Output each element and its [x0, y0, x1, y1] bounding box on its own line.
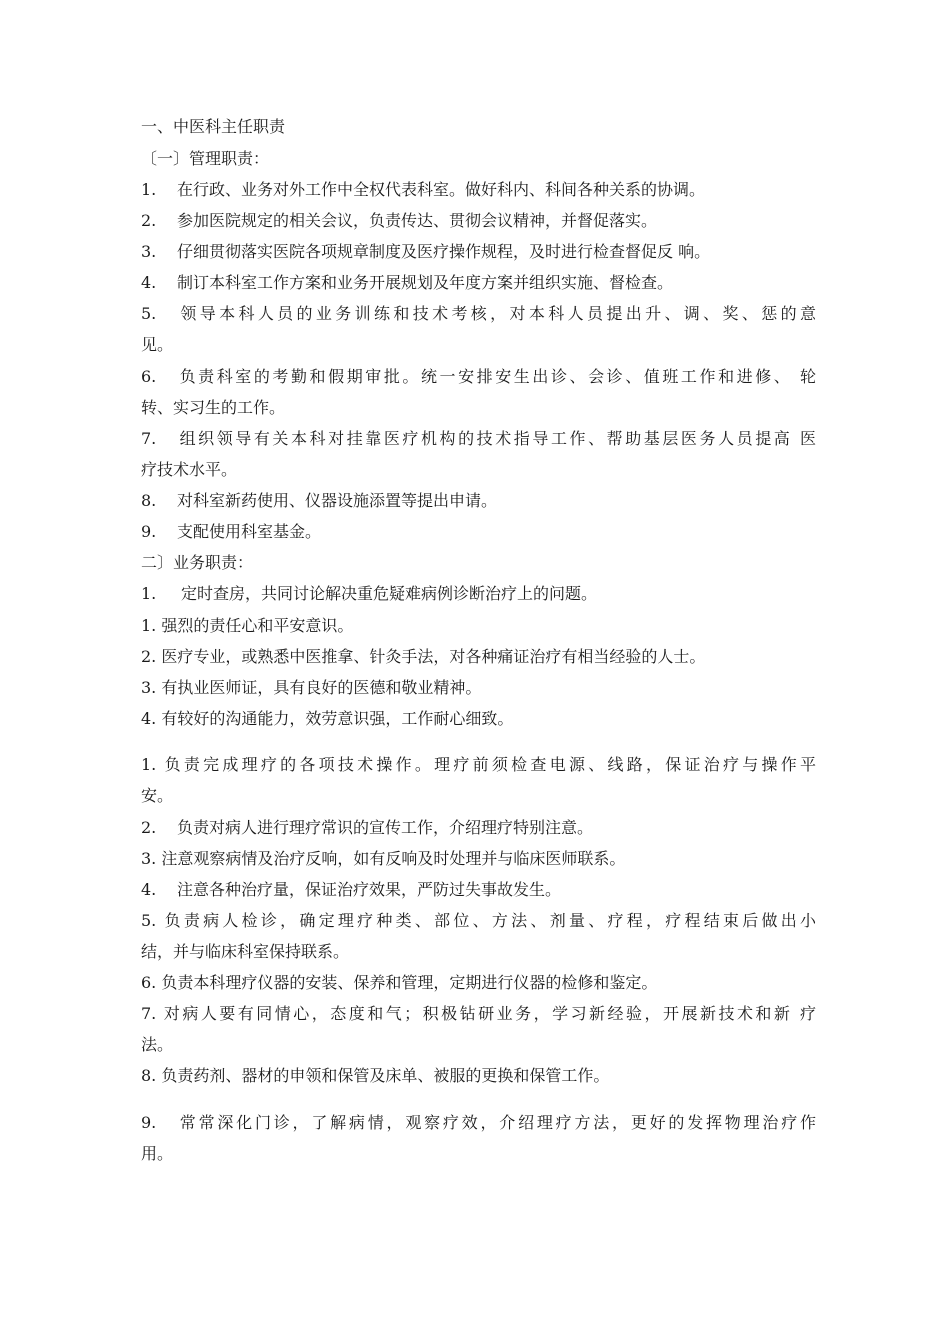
- duty-item: [141, 816, 816, 840]
- duty-item-continuation: 法。: [141, 1035, 174, 1054]
- item-number: 7.: [141, 429, 157, 448]
- duty-item: 7. 对病人要有同情心，态度和气；积极钻研业务，学习新经验，开展新技术和新 疗: [141, 1004, 816, 1023]
- item-number: 1.: [141, 584, 157, 603]
- duty-item-continuation: 结，并与临床科室保持联系。: [141, 942, 350, 961]
- item-text: 常常深化门诊，了解病情，观察疗效，介绍理疗方法，更好的发挥物理治疗作: [177, 1113, 816, 1132]
- item-text: 制订本科室工作方案和业务开展规划及年度方案并组织实施、督检查。: [177, 273, 674, 292]
- list-item: [141, 582, 816, 606]
- list-item: [141, 302, 816, 326]
- duty-item: 8. 负责药剂、器材的申领和保管及床单、被服的更换和保管工作。: [141, 1066, 610, 1085]
- duty-item: [141, 1111, 816, 1135]
- list-item-continuation: 疗技术水平。: [141, 460, 238, 479]
- item-text: 组织领导有关本科对挂靠医疗机构的技术指导工作、帮助基层医务人员提高 医: [177, 429, 816, 448]
- duty-item-continuation: 用。: [141, 1144, 174, 1163]
- item-text: 对科室新药使用、仪器设施添置等提出申请。: [177, 491, 498, 510]
- section-heading-business: 二〕业务职责：: [141, 553, 254, 572]
- list-item: [141, 489, 816, 513]
- item-text: 仔细贯彻落实医院各项规章制度及医疗操作规程，及时进行检查督促反 响。: [177, 242, 711, 261]
- list-item: [141, 520, 816, 544]
- item-text: 负责对病人进行理疗常识的宣传工作，介绍理疗特别注意。: [177, 818, 594, 837]
- requirement-item: 2. 医疗专业，或熟悉中医推拿、针灸手法，对各种痛证治疗有相当经验的人士。: [141, 647, 706, 666]
- duty-item-continuation: 安。: [141, 786, 174, 805]
- item-number: 4.: [141, 880, 157, 899]
- item-number: 8.: [141, 491, 157, 510]
- item-number: 2.: [141, 818, 157, 837]
- item-number: 9.: [141, 1113, 157, 1132]
- list-item: [141, 178, 816, 202]
- requirement-item: 1. 强烈的责任心和平安意识。: [141, 616, 354, 635]
- item-text: 注意各种治疗量，保证治疗效果，严防过失事故发生。: [177, 880, 562, 899]
- item-number: 9.: [141, 522, 157, 541]
- duty-item: 3. 注意观察病情及治疗反响，如有反响及时处理并与临床医师联系。: [141, 849, 626, 868]
- section-heading-management: 〔一〕管理职责：: [141, 149, 270, 168]
- item-text: 参加医院规定的相关会议，负责传达、贯彻会议精神，并督促落实。: [177, 211, 658, 230]
- item-text: 在行政、业务对外工作中全权代表科室。做好科内、科间各种关系的协调。: [177, 180, 706, 199]
- duty-item: 6. 负责本科理疗仪器的安装、保养和管理，定期进行仪器的检修和鉴定。: [141, 973, 658, 992]
- item-text: 支配使用科室基金。: [177, 522, 322, 541]
- duty-item: 1. 负责完成理疗的各项技术操作。理疗前须检查电源、线路，保证治疗与操作平: [141, 755, 816, 774]
- list-item: [141, 240, 816, 264]
- item-number: 3.: [141, 242, 157, 261]
- duty-item: [141, 878, 816, 902]
- list-item: [141, 271, 816, 295]
- list-item: [141, 365, 816, 389]
- item-text: 负责科室的考勤和假期审批。统一安排安生出诊、会诊、值班工作和进修、 轮: [177, 367, 816, 386]
- list-item: [141, 209, 816, 233]
- item-number: 1.: [141, 180, 157, 199]
- requirement-item: 4. 有较好的沟通能力，效劳意识强，工作耐心细致。: [141, 709, 514, 728]
- item-number: 6.: [141, 367, 157, 386]
- list-item: [141, 427, 816, 451]
- item-number: 5.: [141, 304, 157, 323]
- item-text: 定时查房，共同讨论解决重危疑难病例诊断治疗上的问题。: [181, 584, 598, 603]
- item-number: 2.: [141, 211, 157, 230]
- document-title: 一、中医科主任职责: [141, 117, 286, 136]
- item-text: 领导本科人员的业务训练和技术考核，对本科人员提出升、调、奖、惩的意: [177, 304, 816, 323]
- item-number: 4.: [141, 273, 157, 292]
- duty-item: 5. 负责病人检诊，确定理疗种类、部位、方法、剂量、疗程，疗程结束后做出小: [141, 911, 816, 930]
- list-item-continuation: 转、实习生的工作。: [141, 398, 286, 417]
- requirement-item: 3. 有执业医师证，具有良好的医德和敬业精神。: [141, 678, 482, 697]
- list-item-continuation: 见。: [141, 335, 174, 354]
